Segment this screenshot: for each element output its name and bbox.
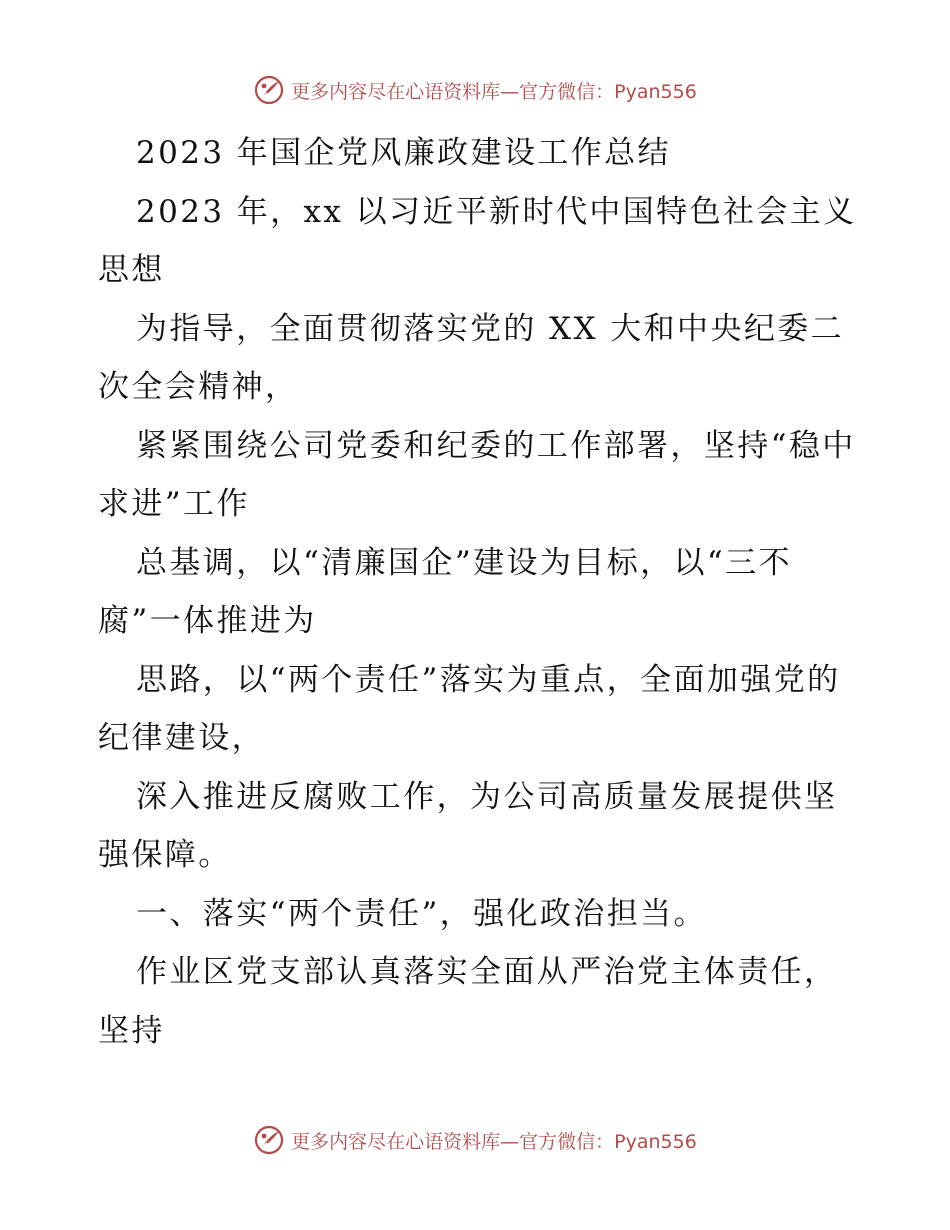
paragraph-2: 为指导，全面贯彻落实党的 XX 大和中央纪委二次全会精神，: [98, 310, 845, 405]
feather-quill-logo-icon: [253, 74, 285, 106]
document-body: [98, 124, 858, 1060]
paragraph-5: 思路，以“两个责任”落实为重点，全面加强党的纪律建设，: [98, 661, 841, 756]
feather-quill-logo-icon: [253, 1124, 285, 1156]
section-heading-1: 一、落实“两个责任”，强化政治担当。: [136, 895, 707, 932]
header-banner[interactable]: [0, 70, 950, 110]
document-title: 2023 年国企党风廉政建设工作总结: [136, 135, 671, 171]
footer-banner-text: 更多内容尽在心语资料库—官方微信：Pyan556: [291, 1130, 697, 1153]
paragraph-7: 作业区党支部认真落实全面从严治党主体责任，坚持: [98, 954, 838, 1049]
header-banner-text: 更多内容尽在心语资料库—官方微信：Pyan556: [291, 80, 697, 103]
paragraph-4: 总基调，以“清廉国企”建设为目标，以“三不腐”一体推进为: [98, 544, 792, 639]
paragraph-6: 深入推进反腐败工作，为公司高质量发展提供坚强保障。: [98, 778, 838, 873]
paragraph-1: 2023 年，xx 以习近平新时代中国特色社会主义思想: [98, 193, 857, 288]
paragraph-3: 紧紧围绕公司党委和纪委的工作部署，坚持“稳中求进”工作: [98, 427, 856, 522]
footer-banner[interactable]: [0, 1120, 950, 1160]
